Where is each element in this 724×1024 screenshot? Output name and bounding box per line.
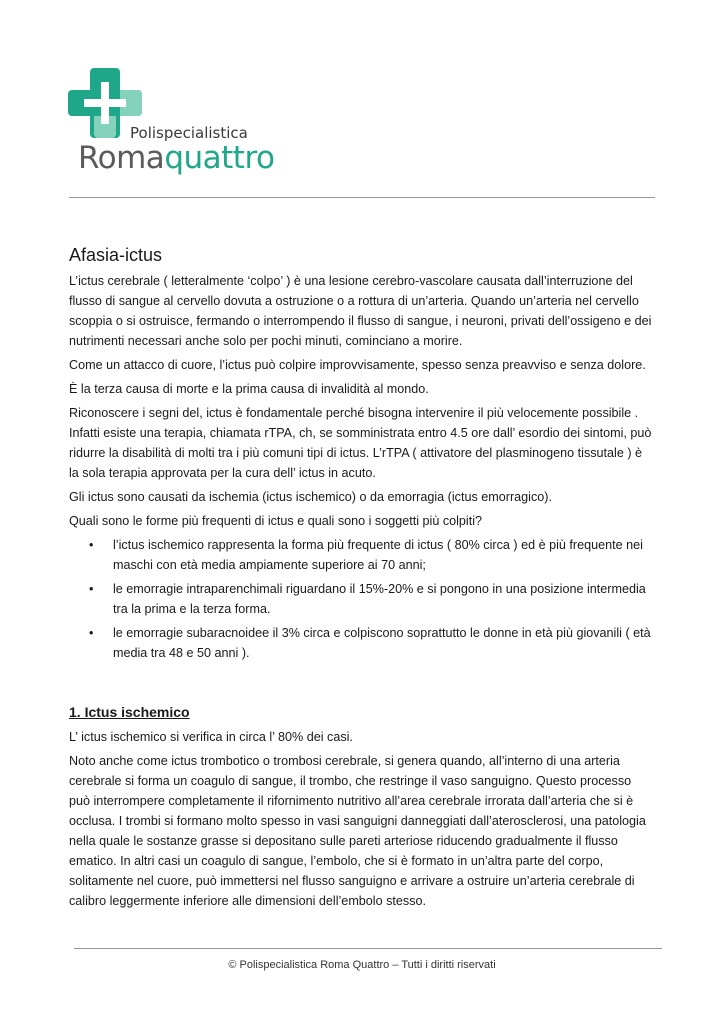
header-divider — [69, 197, 655, 198]
bullet-list — [69, 535, 655, 663]
paragraph: L’ictus cerebrale ( letteralmente ‘colpo’ ) è una lesione cerebro-vascolare causata dall’interruzione del flusso di sangue al cervello dovuta a ostruzione o a rottura di un’arteria. Quando un’arteria nel cervello scoppia o si ostruisce, fermando o interrompendo il flusso di sangue, i neuroni, privati dell’ossigeno e dei nutrimenti necessari anche solo per pochi minuti, cominciano a morire. — [69, 274, 652, 348]
list-item — [69, 579, 655, 619]
logo-roma: Roma — [78, 140, 165, 176]
list-item-text: l’ictus ischemico rappresenta la forma più frequente di ictus ( 80% circa ) ed è più frequente nei maschi con età media ampiamente superiore ai 70 anni; — [113, 538, 643, 572]
footer-divider — [74, 948, 662, 949]
list-item-text: le emorragie intraparenchimali riguardano il 15%-20% e si pongono in una posizione intermedia tra la prima e la terza forma. — [113, 582, 646, 616]
footer-copyright: © Polispecialistica Roma Quattro – Tutti i diritti riservati — [228, 959, 496, 971]
page-title: Afasia-ictus — [69, 245, 163, 265]
paragraph: Noto anche come ictus trombotico o trombosi cerebrale, si genera quando, all’interno di una arteria cerebrale si forma un coagulo di sangue, il trombo, che restringe il vaso sanguigno. Questo processo può interrompere completamente il rifornimento nutritivo all’area cerebrale irrorata dall’arteria che si è occlusa. I trombi si formano molto spesso in vasi sanguigni danneggiati dall’aterosclerosi, una patologia nella quale le sostanze grasse si depositano sulle pareti arteriose riducendo gradualmente il flusso ematico. In altri casi un coagulo di sangue, l’embolo, che si è formato in un’altra parte del corpo, solitamente nel cuore, può immettersi nel flusso sanguigno e arrivare a ostruire un’arteria cerebrale di calibro leggermente inferiore alle dimensioni dell’embolo stesso. — [69, 754, 646, 908]
paragraph: È la terza causa di morte e la prima causa di invalidità al mondo. — [69, 382, 429, 396]
logo-quattro: quattro — [164, 140, 275, 176]
paragraph: Riconoscere i segni del, ictus è fondamentale perché bisogna intervenire il più velocemente possibile . Infatti esiste una terapia, chiamata rTPA, ch, se somministrata entro 4.5 ore dall’ esordio dei sintomi, può ridurre la disabilità di molti tra i più comuni tipi di ictus. L’rTPA ( attivatore del plasminogeno tissutale ) è la sola terapia approvata per la cura dell’ ictus in acuto. — [69, 406, 652, 480]
paragraph: Come un attacco di cuore, l’ictus può colpire improvvisamente, spesso senza preavviso e senza dolore. — [69, 358, 646, 372]
paragraph: Gli ictus sono causati da ischemia (ictus ischemico) o da emorragia (ictus emorragico). — [69, 490, 552, 504]
bullet-icon: • — [89, 582, 94, 596]
company-logo — [68, 66, 275, 184]
bullet-icon: • — [89, 626, 94, 640]
logo-subtitle: Polispecialistica — [130, 124, 248, 142]
bullet-icon: • — [89, 538, 94, 552]
logo-wordmark — [78, 140, 274, 176]
paragraph: Quali sono le forme più frequenti di ictus e quali sono i soggetti più colpiti? — [69, 514, 483, 528]
paragraph: L’ ictus ischemico si verifica in circa l’ 80% dei casi. — [69, 730, 353, 744]
list-item — [69, 623, 655, 663]
list-item — [69, 535, 655, 575]
list-item-text: le emorragie subaracnoidee il 3% circa e colpiscono soprattutto le donne in età più giovanili ( età media tra 48 e 50 anni ). — [113, 626, 651, 660]
section-heading: 1. Ictus ischemico — [69, 704, 190, 720]
document-body — [69, 243, 655, 915]
